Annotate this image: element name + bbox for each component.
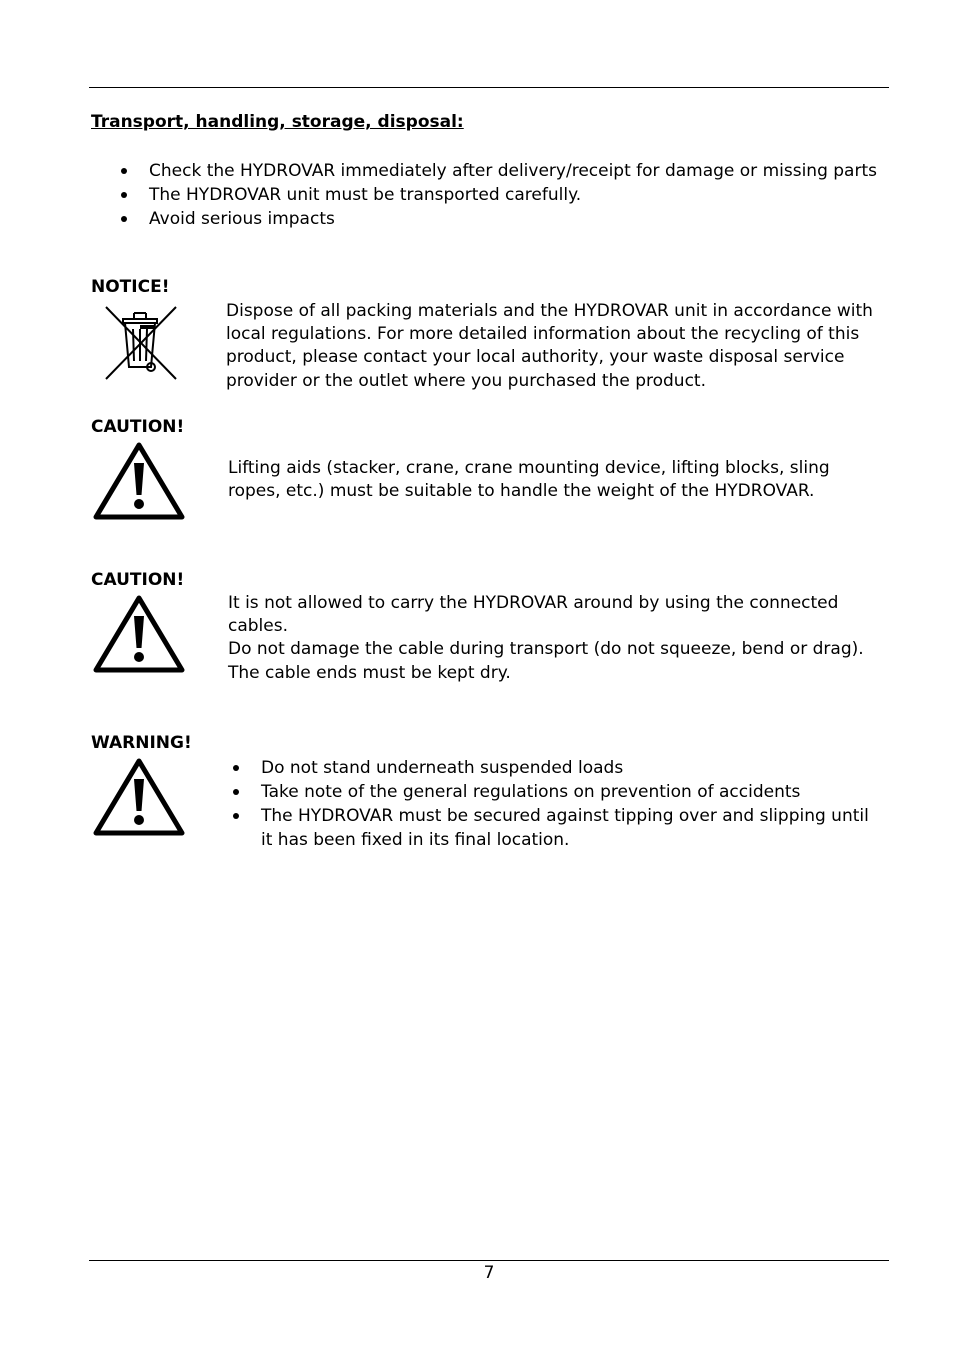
caution-label: CAUTION!	[91, 570, 185, 590]
bullet-dot	[233, 789, 239, 795]
notice-line: local regulations. For more detailed information about the recycling of this	[226, 324, 860, 345]
bullet-dot	[233, 765, 239, 771]
notice-line: Dispose of all packing materials and the HYDROVAR unit in accordance with	[226, 301, 873, 321]
list-item: Check the HYDROVAR immediately after delivery/receipt for damage or missing parts	[149, 161, 877, 181]
notice-label: NOTICE!	[91, 277, 170, 297]
bullet-dot	[121, 216, 127, 222]
bullet-dot	[121, 168, 127, 174]
section-heading: Transport, handling, storage, disposal:	[91, 112, 464, 132]
list-item: The HYDROVAR must be secured against tipping over and slipping until	[261, 806, 869, 826]
list-item: The HYDROVAR unit must be transported carefully.	[149, 185, 582, 205]
caution-line: cables.	[228, 616, 288, 637]
list-item-continuation: it has been fixed in its final location.	[261, 830, 570, 850]
warning-triangle-icon	[93, 441, 185, 521]
bullet-dot	[121, 192, 127, 198]
caution-line: The cable ends must be kept dry.	[228, 662, 511, 683]
warning-triangle-icon	[93, 757, 185, 837]
caution-line: ropes, etc.) must be suitable to handle the weight of the HYDROVAR.	[228, 481, 815, 502]
caution-line: Do not damage the cable during transport (do not squeeze, bend or drag).	[228, 639, 864, 660]
warning-triangle-icon	[93, 594, 185, 674]
crossed-out-bin-icon	[104, 305, 178, 381]
caution-text	[228, 457, 830, 503]
footer-rule	[89, 1260, 889, 1261]
notice-text	[226, 300, 873, 393]
bullet-dot	[233, 813, 239, 819]
header-rule	[89, 87, 889, 88]
caution-line: Lifting aids (stacker, crane, crane mounting device, lifting blocks, sling	[228, 458, 830, 478]
page-number: 7	[483, 1263, 495, 1283]
warning-label: WARNING!	[91, 733, 192, 753]
list-item: Avoid serious impacts	[149, 209, 335, 229]
caution-line: It is not allowed to carry the HYDROVAR around by using the connected	[228, 593, 839, 613]
list-item: Take note of the general regulations on prevention of accidents	[261, 782, 801, 802]
caution-label: CAUTION!	[91, 417, 185, 437]
caution-text	[228, 592, 864, 685]
notice-line: product, please contact your local authority, your waste disposal service	[226, 347, 845, 368]
notice-line: provider or the outlet where you purchased the product.	[226, 370, 707, 391]
list-item: Do not stand underneath suspended loads	[261, 758, 624, 778]
